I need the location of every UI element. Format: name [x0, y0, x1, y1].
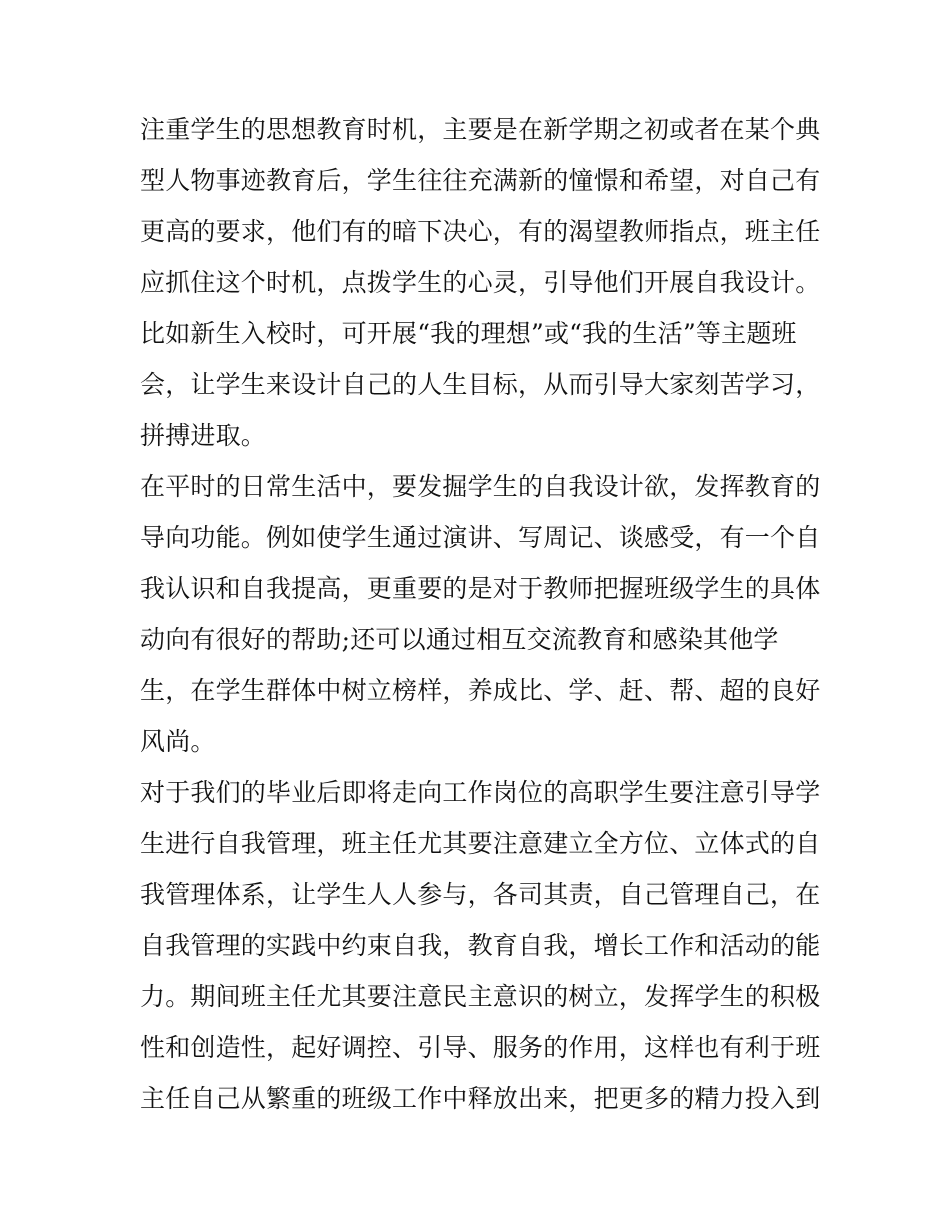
text-line: 动向有很好的帮助;还可以通过相互交流教育和感染其他学 [140, 625, 779, 654]
text-line: 拼搏进取。 [140, 421, 267, 450]
text-line: 对于我们的毕业后即将走向工作岗位的高职学生要注意引导学 [140, 778, 821, 807]
text-line: 生，在学生群体中树立榜样，养成比、学、赶、帮、超的良好 [140, 676, 821, 705]
text-line: 我管理体系，让学生人人参与，各司其责，自己管理自己，在 [140, 880, 821, 909]
text-line: 我认识和自我提高，更重要的是对于教师把握班级学生的具体 [140, 574, 821, 603]
text-line: 更高的要求，他们有的暗下决心，有的渴望教师指点，班主任 [140, 217, 821, 246]
text-line: 型人物事迹教育后，学生往往充满新的憧憬和希望，对自己有 [140, 166, 821, 195]
body-text [140, 104, 820, 1124]
text-line: 在平时的日常生活中，要发掘学生的自我设计欲，发挥教育的 [140, 472, 821, 501]
text-line: 性和创造性，起好调控、引导、服务的作用，这样也有利于班 [140, 1033, 821, 1062]
text-line: 导向功能。例如使学生通过演讲、写周记、谈感受，有一个自 [140, 523, 821, 552]
text-line: 主任自己从繁重的班级工作中释放出来，把更多的精力投入到 [140, 1084, 821, 1113]
text-line: 应抓住这个时机，点拨学生的心灵，引导他们开展自我设计。 [140, 268, 821, 297]
text-line: 风尚。 [140, 727, 216, 756]
text-line: 自我管理的实践中约束自我，教育自我，增长工作和活动的能 [140, 931, 821, 960]
text-line: 会，让学生来设计自己的人生目标，从而引导大家刻苦学习， [140, 370, 821, 399]
text-line: 比如新生入校时，可开展“我的理想”或“我的生活”等主题班 [140, 319, 797, 348]
text-line: 生进行自我管理，班主任尤其要注意建立全方位、立体式的自 [140, 829, 821, 858]
text-line: 力。期间班主任尤其要注意民主意识的树立，发挥学生的积极 [140, 982, 821, 1011]
text-line: 注重学生的思想教育时机，主要是在新学期之初或者在某个典 [140, 115, 821, 144]
